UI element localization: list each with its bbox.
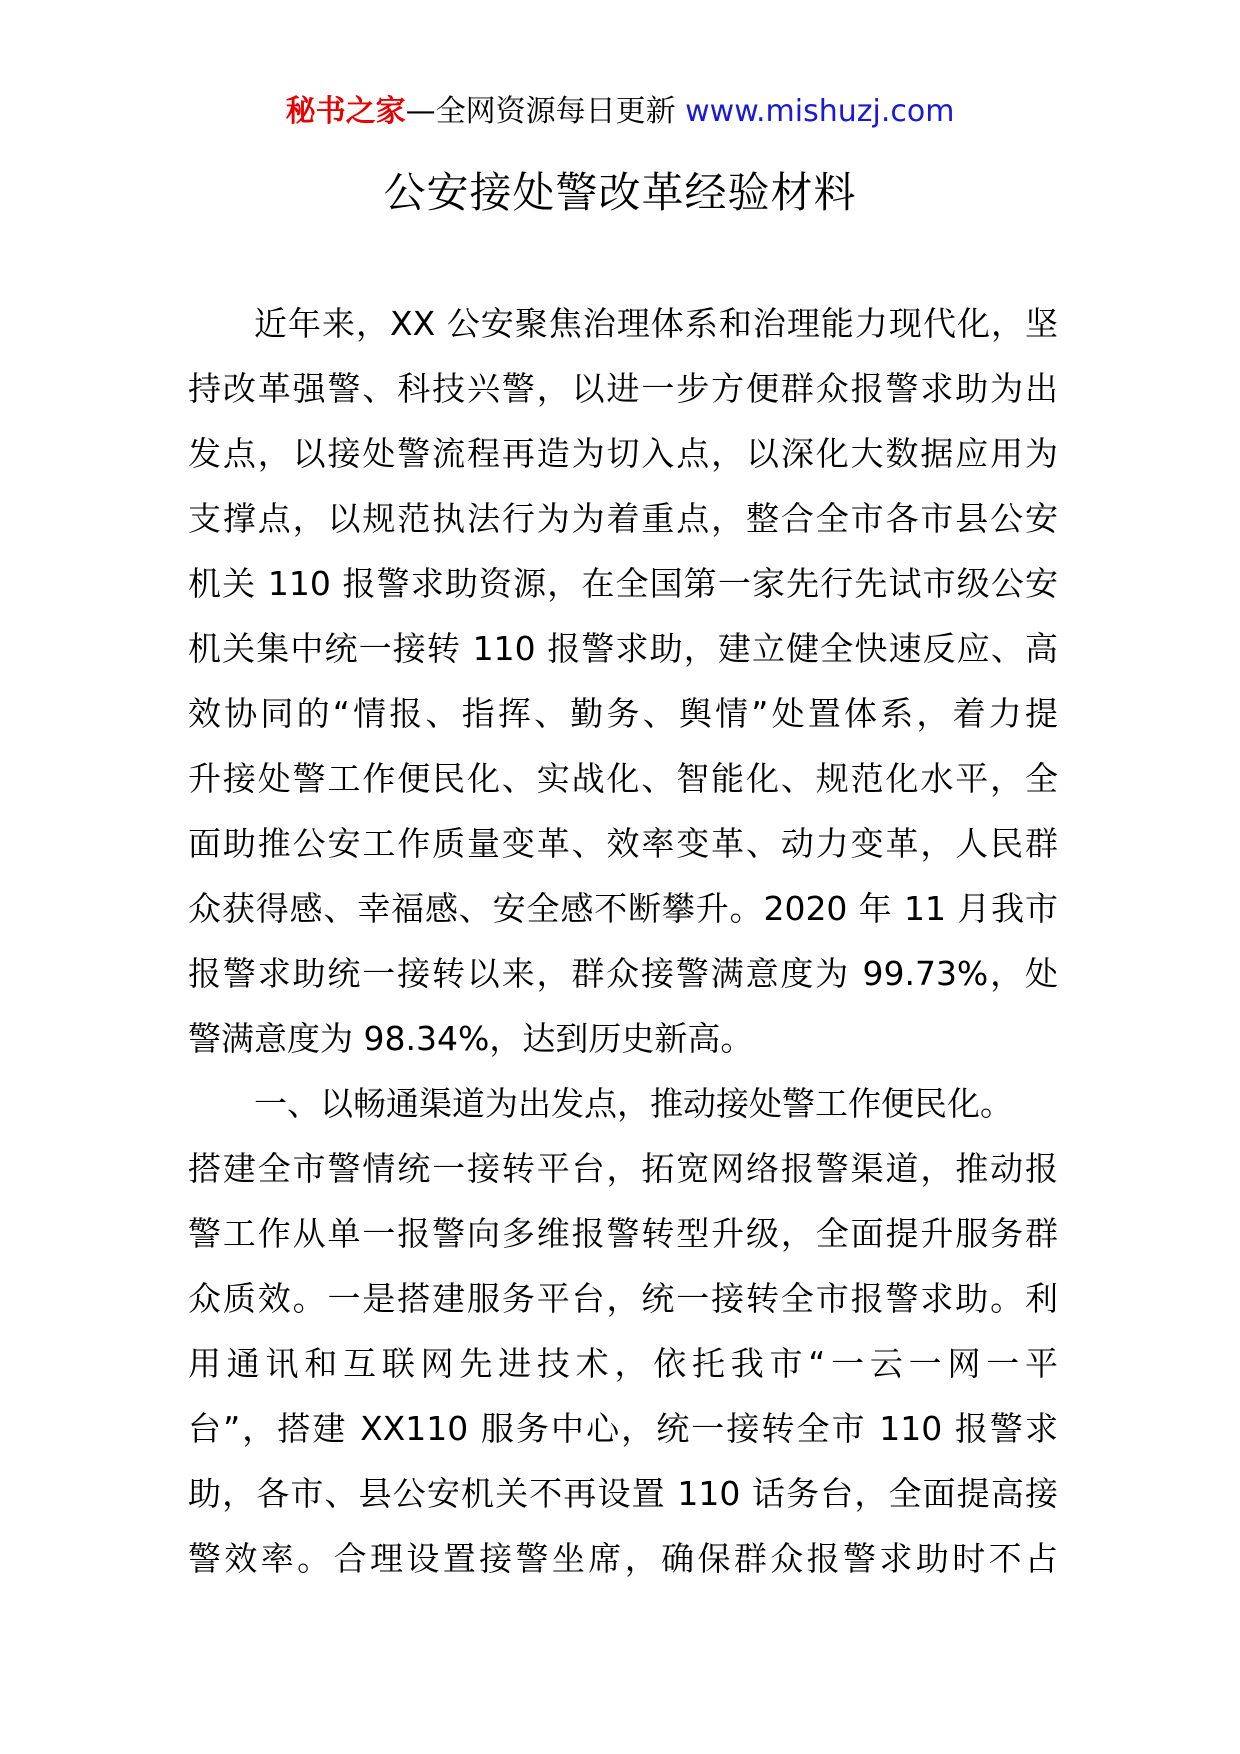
body-line: 众质效。一是搭建服务平台，统一接转全市报警求助。利 [188, 1279, 1058, 1318]
body-line: 搭建全市警情统一接转平台，拓宽网络报警渠道，推动报 [188, 1149, 1058, 1188]
body-line: 机关集中统一接转 110 报警求助，建立健全快速反应、高 [188, 629, 1058, 668]
body-line: 近年来，XX 公安聚焦治理体系和治理能力现代化，坚 [254, 304, 1058, 343]
site-tagline: —全网资源每日更新 [405, 94, 686, 129]
section-heading: 一、以畅通渠道为出发点，推动接处警工作便民化。 [254, 1084, 1013, 1123]
body-line: 发点，以接处警流程再造为切入点，以深化大数据应用为 [188, 434, 1058, 473]
body-line: 支撑点，以规范执法行为为着重点，整合全市各市县公安 [188, 499, 1058, 538]
body-line: 台”，搭建 XX110 服务中心，统一接转全市 110 报警求 [188, 1409, 1058, 1448]
body-line: 升接处警工作便民化、实战化、智能化、规范化水平，全 [188, 759, 1058, 798]
body-line: 助，各市、县公安机关不再设置 110 话务台，全面提高接 [188, 1474, 1058, 1513]
site-brand: 秘书之家 [285, 94, 406, 129]
body-line: 持改革强警、科技兴警，以进一步方便群众报警求助为出 [188, 369, 1058, 408]
body-line: 警满意度为 98.34%，达到历史新高。 [188, 1019, 754, 1058]
body-line: 面助推公安工作质量变革、效率变革、动力变革，人民群 [188, 824, 1058, 863]
body-line: 机关 110 报警求助资源，在全国第一家先行先试市级公安 [188, 564, 1058, 603]
document-title: 公安接处警改革经验材料 [383, 168, 857, 217]
document-body [188, 291, 1058, 1591]
body-line: 效协同的“情报、指挥、勤务、舆情”处置体系，着力提 [188, 694, 1058, 733]
body-line: 警工作从单一报警向多维报警转型升级，全面提升服务群 [188, 1214, 1058, 1253]
body-line: 众获得感、幸福感、安全感不断攀升。2020 年 11 月我市 [188, 889, 1058, 928]
site-header [0, 92, 1240, 132]
body-line: 警效率。合理设置接警坐席，确保群众报警求助时不占 [188, 1539, 1058, 1578]
body-line: 用通讯和互联网先进技术，依托我市“一云一网一平 [188, 1344, 1058, 1383]
body-line: 报警求助统一接转以来，群众接警满意度为 99.73%，处 [188, 954, 1058, 993]
site-url-link[interactable]: www.mishuzj.com [685, 94, 955, 129]
